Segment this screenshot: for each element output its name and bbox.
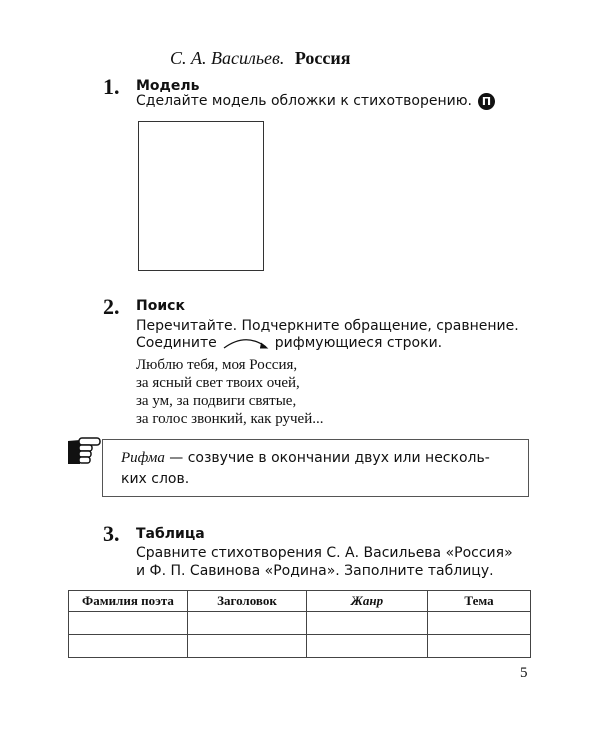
comparison-table (68, 590, 531, 658)
page-number: 5 (520, 665, 528, 681)
table-cell-poet[interactable] (69, 612, 188, 635)
section-3-heading: Таблица (136, 526, 205, 542)
verse-line[interactable]: Люблю тебя, моя Россия, (136, 357, 298, 373)
verse-line[interactable]: за ум, за подвиги святые, (136, 393, 297, 409)
pointing-hand-icon (66, 433, 102, 467)
section-1-heading: Модель (136, 78, 200, 94)
table-cell-theme[interactable] (428, 635, 531, 658)
page-title (170, 48, 350, 69)
section-3-number: 3. (103, 521, 120, 546)
section-2-task-line-2 (136, 333, 442, 353)
section-2-number: 2. (103, 294, 120, 319)
verse-line[interactable]: за ясный свет твоих очей, (136, 375, 300, 391)
poem-excerpt (136, 356, 324, 428)
section-3-task-line-2: и Ф. П. Савинова «Родина». Заполните таблицу. (136, 563, 494, 579)
table-cell-title[interactable] (188, 635, 307, 658)
section-1-task (136, 91, 495, 111)
section-1-number: 1. (103, 74, 120, 99)
column-header-theme: Тема (428, 591, 531, 612)
rhyme-arc-icon (221, 336, 271, 350)
section-2-task-rhyme: рифмующиеся строки. (274, 335, 443, 351)
column-header-genre: Жанр (307, 591, 428, 612)
cover-drawing-box[interactable] (138, 121, 264, 271)
column-header-title: Заголовок (188, 591, 307, 612)
section-2-task-line-1: Перечитайте. Подчеркните обращение, сравнение. (136, 318, 519, 334)
section-1-task-text: Сделайте модель обложки к стихотворению. (136, 93, 472, 109)
table-cell-title[interactable] (188, 612, 307, 635)
poem-title: Россия (294, 48, 351, 68)
definition-term: Рифма (121, 450, 165, 466)
section-3-task-line-1: Сравните стихотворения С. А. Васильева «Россия» (136, 545, 513, 561)
section-2-task-connect: Соедините (136, 335, 217, 351)
table-cell-theme[interactable] (428, 612, 531, 635)
table-row (69, 635, 531, 658)
table-cell-genre[interactable] (307, 635, 428, 658)
definition-line-1 (121, 448, 510, 469)
section-2-heading: Поиск (136, 298, 185, 314)
definition-box (102, 439, 529, 497)
definition-text: — созвучие в окончании двух или несколь- (164, 450, 490, 466)
column-header-poet: Фамилия поэта (69, 591, 188, 612)
poem-author: С. А. Васильев. (170, 48, 285, 68)
table-cell-genre[interactable] (307, 612, 428, 635)
table-cell-poet[interactable] (69, 635, 188, 658)
table-row (69, 612, 531, 635)
verse-line[interactable]: за голос звонкий, как ручей... (136, 411, 324, 427)
table-header-row (69, 591, 531, 612)
pair-work-badge-icon: П (478, 93, 495, 110)
definition-line-2: ких слов. (121, 471, 190, 487)
